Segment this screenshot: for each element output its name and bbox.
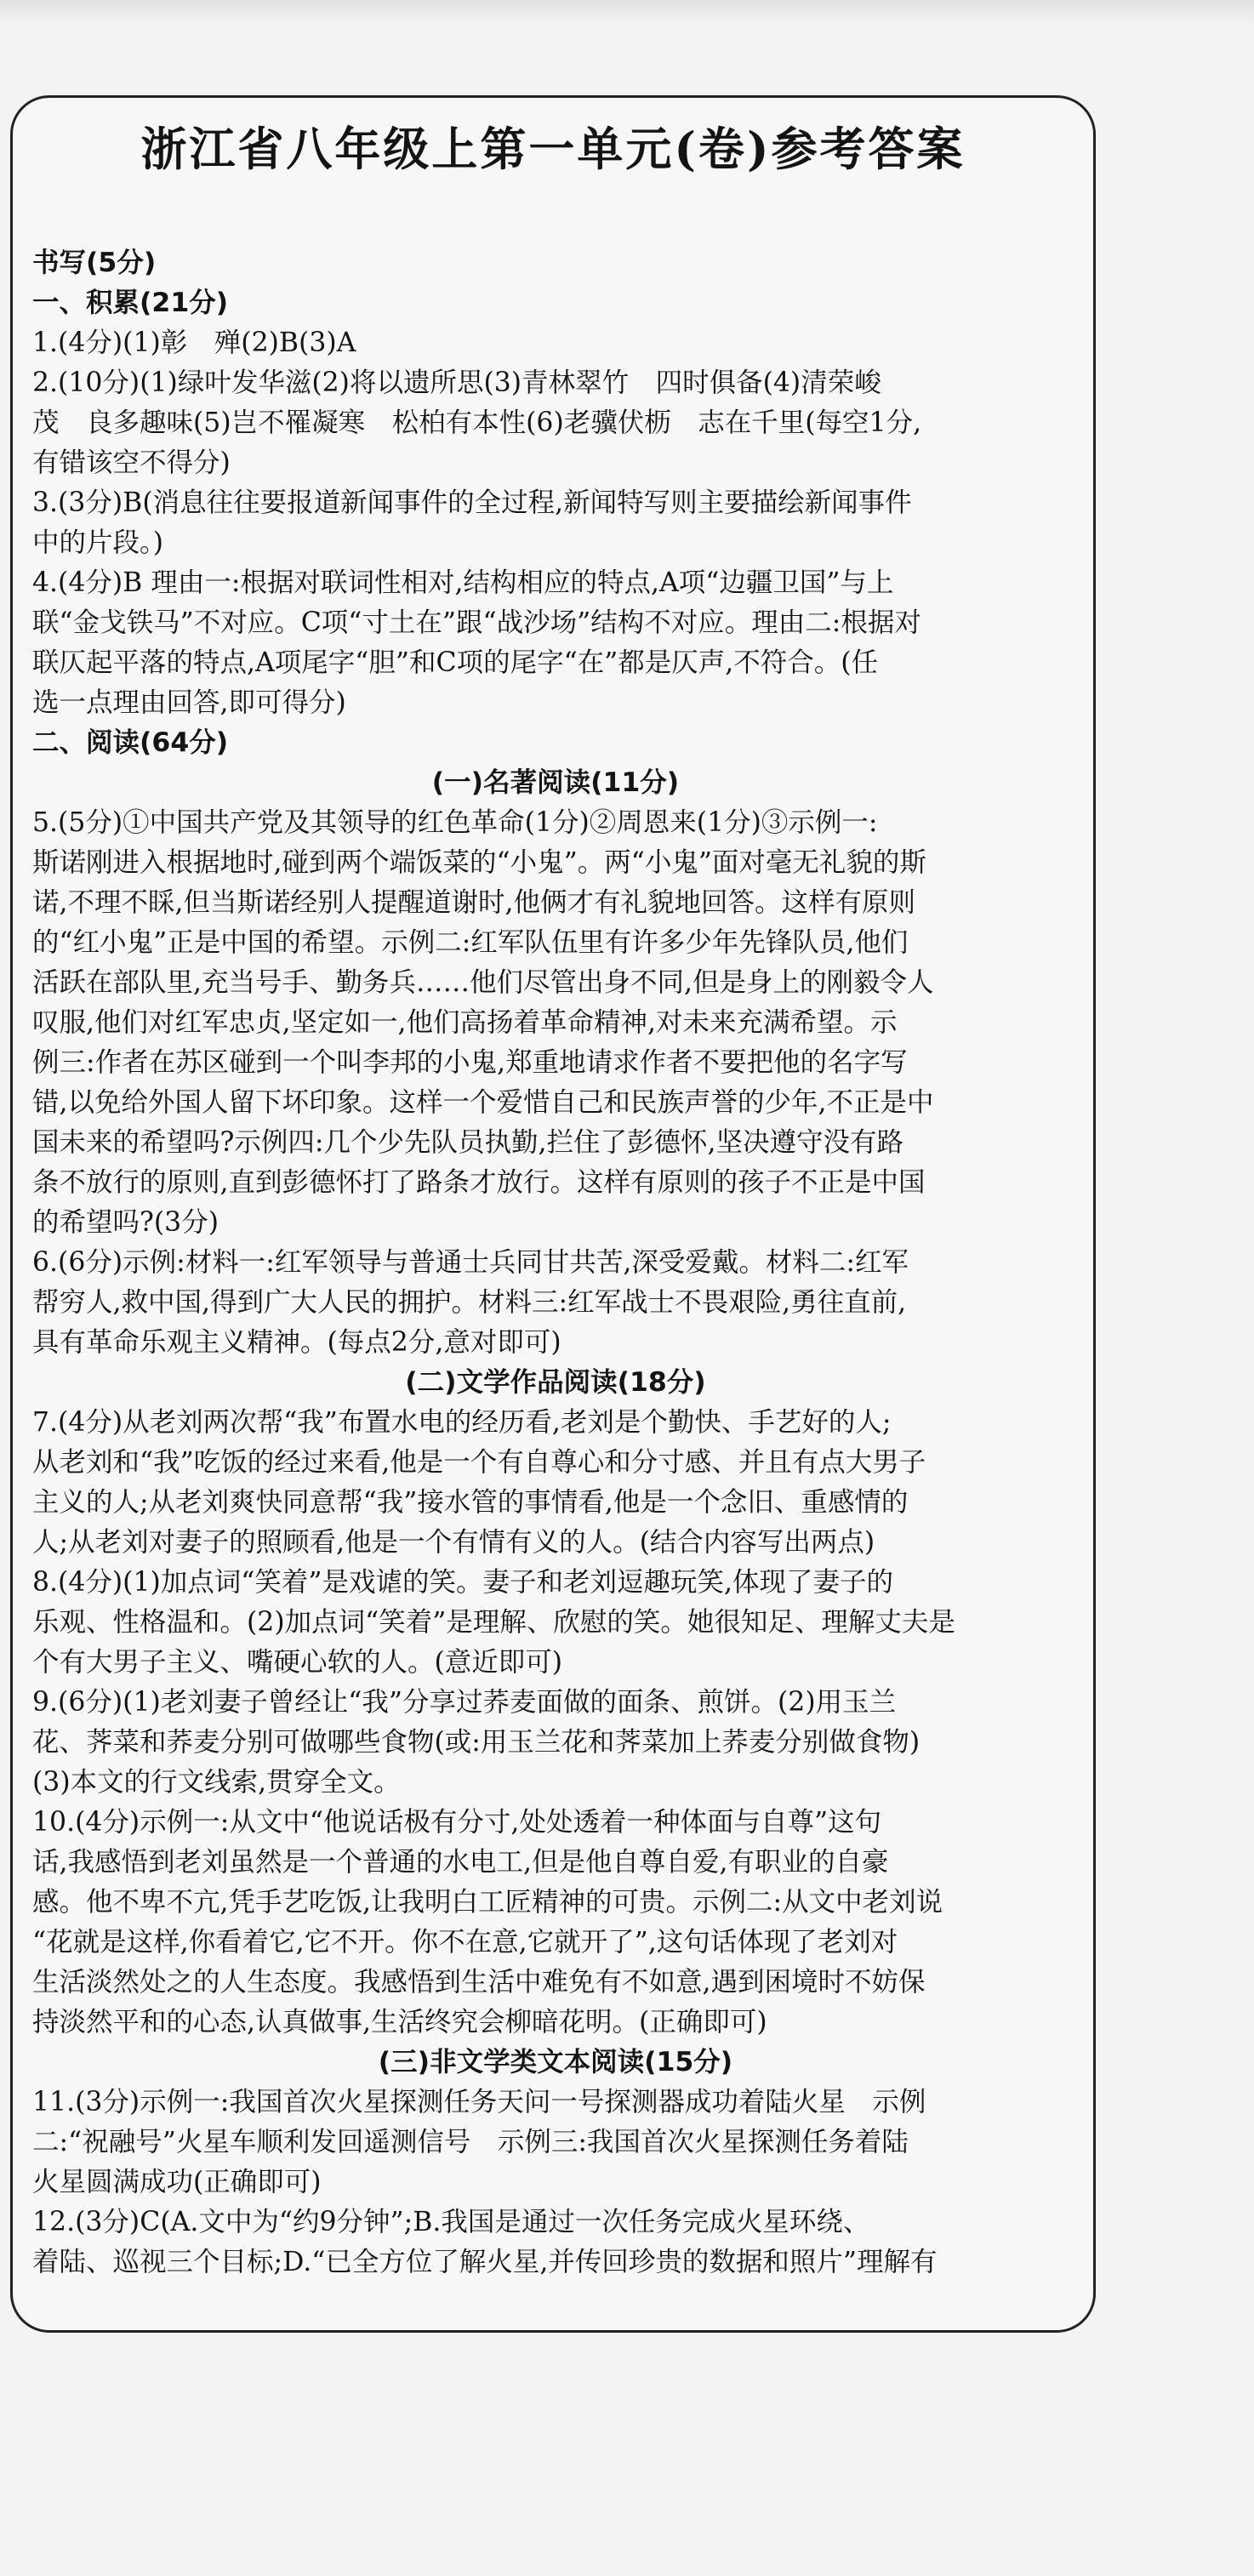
- answer-line: 6.(6分)示例:材料一:红军领导与普通士兵同甘共苦,深受爱戴。材料二:红军: [32, 1247, 909, 1278]
- answer-line: 8.(4分)(1)加点词“笑着”是戏谑的笑。妻子和老刘逗趣玩笑,体现了妻子的: [32, 1567, 894, 1598]
- answer-line: 活跃在部队里,充当号手、勤务兵……他们尽管出身不同,但是身上的刚毅令人: [32, 967, 934, 998]
- answer-line: 2.(10分)(1)绿叶发华滋(2)将以遗所思(3)青林翠竹 四时俱备(4)清荣峻: [32, 368, 881, 398]
- answer-line: “花就是这样,你看着它,它不开。你不在意,它就开了”,这句话体现了老刘对: [32, 1927, 898, 1958]
- answer-line: 茂 良多趣味(5)岂不罹凝寒 松柏有本性(6)老骥伏枥 志在千里(每空1分,: [32, 407, 922, 438]
- answer-line: 从老刘和“我”吃饭的经过来看,他是一个有自尊心和分寸感、并且有点大男子: [32, 1447, 926, 1478]
- subsection-heading-nonfiction: (三)非文学类文本阅读(15分): [378, 2047, 733, 2077]
- answer-line: 的“红小鬼”正是中国的希望。示例二:红军队伍里有许多少年先锋队员,他们: [32, 927, 909, 958]
- subsection-heading-classics: (一)名著阅读(11分): [431, 767, 680, 798]
- answer-line: 4.(4分)B 理由一:根据对联词性相对,结构相应的特点,A项“边疆卫国”与上: [32, 567, 894, 598]
- answer-line: 7.(4分)从老刘两次帮“我”布置水电的经历看,老刘是个勤快、手艺好的人;: [32, 1407, 892, 1438]
- answer-line: 感。他不卑不亢,凭手艺吃饭,让我明白工匠精神的可贵。示例二:从文中老刘说: [32, 1887, 943, 1918]
- answer-line: 联“金戈铁马”不对应。C项“寸土在”跟“战沙场”结构不对应。理由二:根据对: [32, 607, 921, 638]
- document-title: 浙江省八年级上第一单元(卷)参考答案: [140, 122, 966, 176]
- answer-line: 的希望吗?(3分): [32, 1207, 219, 1238]
- answer-line: 具有革命乐观主义精神。(每点2分,意对即可): [32, 1327, 561, 1358]
- answer-line: 选一点理由回答,即可得分): [32, 687, 346, 718]
- answer-line: 12.(3分)C(A.文中为“约9分钟”;B.我国是通过一次任务完成火星环绕、: [32, 2207, 870, 2237]
- answer-line: 例三:作者在苏区碰到一个叫李邦的小鬼,郑重地请求作者不要把他的名字写: [32, 1047, 908, 1078]
- section-heading-accumulation: 一、积累(21分): [32, 288, 229, 318]
- answer-line: 斯诺刚进入根据地时,碰到两个端饭菜的“小鬼”。两“小鬼”面对毫无礼貌的斯: [32, 847, 926, 878]
- answer-line: 联仄起平落的特点,A项尾字“胆”和C项的尾字“在”都是仄声,不符合。(任: [32, 647, 879, 678]
- section-heading-writing: 书写(5分): [32, 248, 157, 278]
- answer-line: 火星圆满成功(正确即可): [32, 2167, 322, 2197]
- answer-content: [32, 243, 1096, 2282]
- answer-line: 11.(3分)示例一:我国首次火星探测任务天问一号探测器成功着陆火星 示例: [32, 2087, 926, 2117]
- answer-line: 个有大男子主义、嘴硬心软的人。(意近即可): [32, 1647, 563, 1678]
- subsection-heading-literature: (二)文学作品阅读(18分): [405, 1367, 706, 1398]
- answer-line: 乐观、性格温和。(2)加点词“笑着”是理解、欣慰的笑。她很知足、理解丈夫是: [32, 1607, 955, 1638]
- scan-edge: [0, 0, 1254, 26]
- answer-line: 主义的人;从老刘爽快同意帮“我”接水管的事情看,他是一个念旧、重感情的: [32, 1487, 909, 1518]
- answer-line: 诺,不理不睬,但当斯诺经别人提醒道谢时,他俩才有礼貌地回答。这样有原则: [32, 887, 916, 918]
- answer-line: 错,以免给外国人留下坏印象。这样一个爱惜自己和民族声誉的少年,不正是中: [32, 1087, 934, 1118]
- answer-line: 5.(5分)①中国共产党及其领导的红色革命(1分)②周恩来(1分)③示例一:: [32, 807, 878, 838]
- section-heading-reading: 二、阅读(64分): [32, 727, 229, 758]
- answer-line: 叹服,他们对红军忠贞,坚定如一,他们高扬着革命精神,对未来充满希望。示: [32, 1007, 898, 1038]
- answer-line: 10.(4分)示例一:从文中“他说话极有分寸,处处透着一种体面与自尊”这句: [32, 1807, 882, 1838]
- answer-line: 话,我感悟到老刘虽然是一个普通的水电工,但是他自尊自爱,有职业的自豪: [32, 1847, 889, 1878]
- answer-line: 帮穷人,救中国,得到广大人民的拥护。材料三:红军战士不畏艰险,勇往直前,: [32, 1287, 907, 1318]
- answer-line: 持淡然平和的心态,认真做事,生活终究会柳暗花明。(正确即可): [32, 2007, 767, 2037]
- answer-line: 条不放行的原则,直到彭德怀打了路条才放行。这样有原则的孩子不正是中国: [32, 1167, 926, 1198]
- answer-line: 人;从老刘对妻子的照顾看,他是一个有情有义的人。(结合内容写出两点): [32, 1527, 875, 1558]
- answer-line: (3)本文的行文线索,贯穿全文。: [32, 1767, 401, 1798]
- answer-line: 花、荠菜和荞麦分别可做哪些食物(或:用玉兰花和荠菜加上荞麦分别做食物): [32, 1727, 921, 1758]
- answer-line: 1.(4分)(1)彰 殚(2)B(3)A: [32, 328, 356, 358]
- answer-line: 二:“祝融号”火星车顺利发回遥测信号 示例三:我国首次火星探测任务着陆: [32, 2127, 909, 2157]
- answer-line: 生活淡然处之的人生态度。我感悟到生活中难免有不如意,遇到困境时不妨保: [32, 1967, 926, 1998]
- answer-line: 有错该空不得分): [32, 447, 231, 478]
- answer-line: 国未来的希望吗?示例四:几个少先队员执勤,拦住了彭德怀,坚决遵守没有路: [32, 1127, 904, 1158]
- answer-line: 着陆、巡视三个目标;D.“已全方位了解火星,并传回珍贵的数据和照片”理解有: [32, 2247, 938, 2277]
- answer-line: 3.(3分)B(消息往往要报道新闻事件的全过程,新闻特写则主要描绘新闻事件: [32, 487, 912, 518]
- answer-line: 9.(6分)(1)老刘妻子曾经让“我”分享过荞麦面做的面条、煎饼。(2)用玉兰: [32, 1687, 897, 1718]
- answer-line: 中的片段。): [32, 527, 164, 558]
